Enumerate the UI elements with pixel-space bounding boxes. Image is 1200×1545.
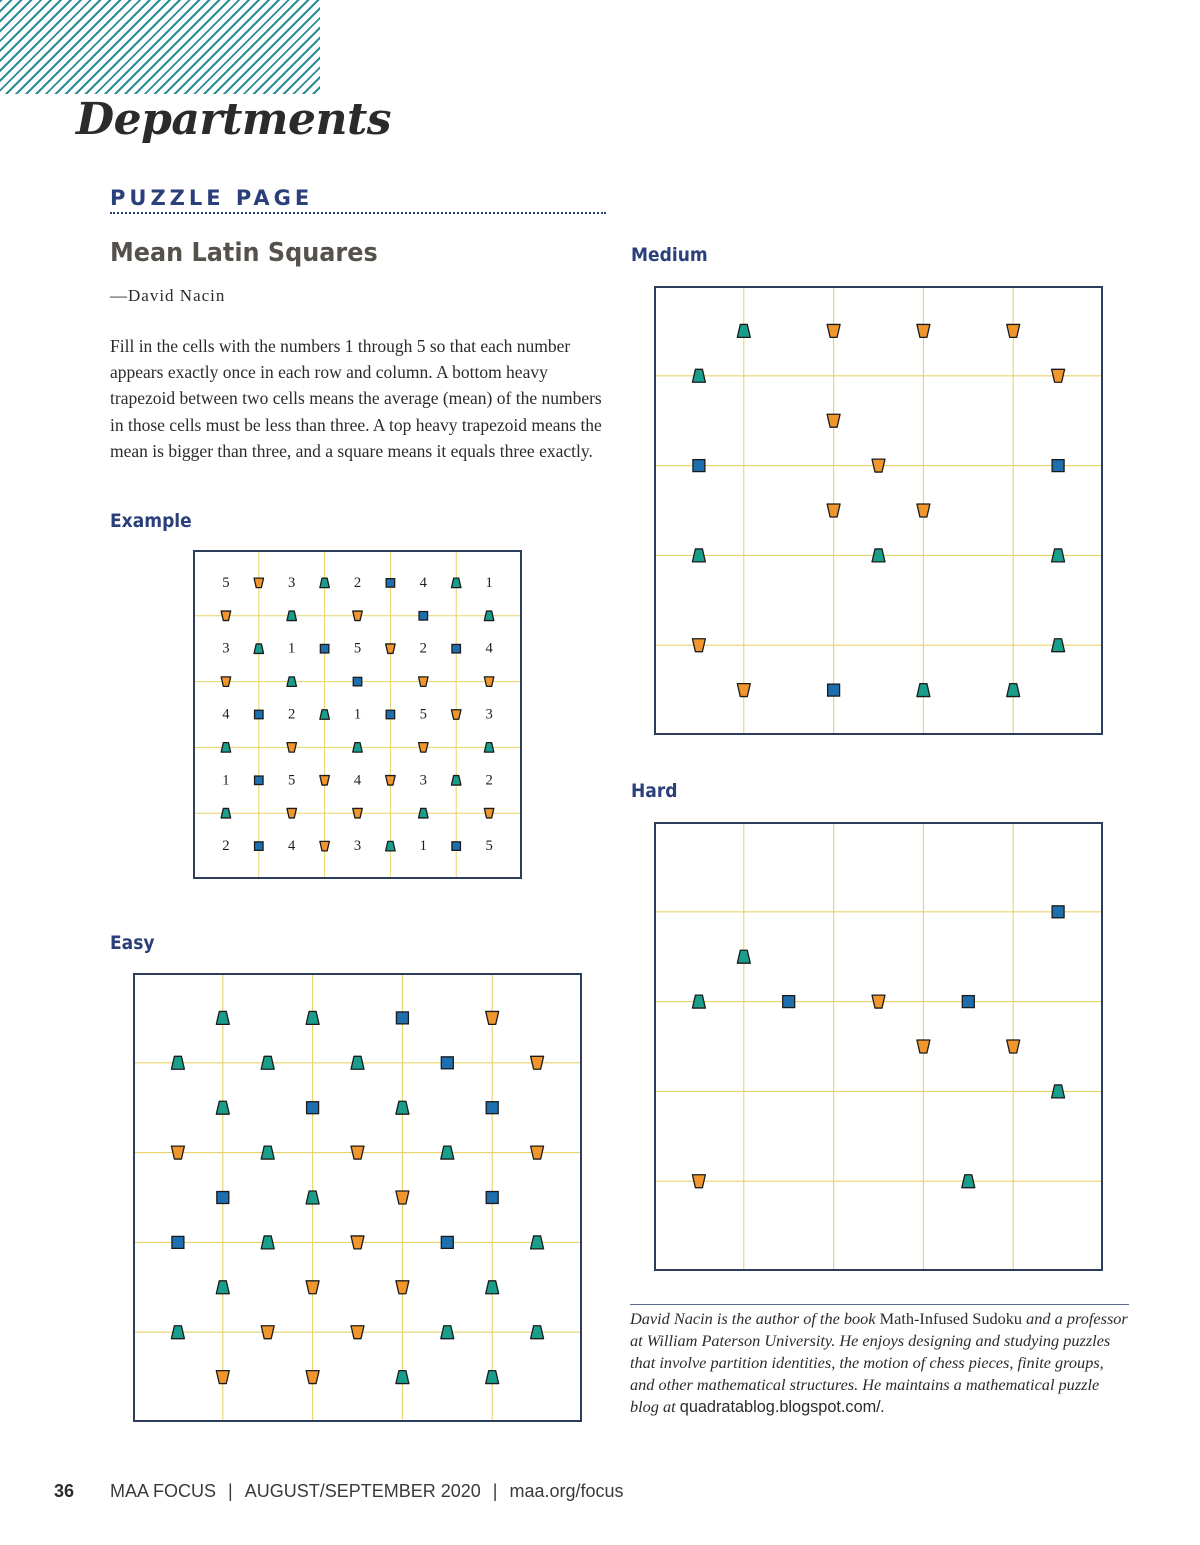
row-clue-greater-trapezoid	[486, 1281, 499, 1294]
row-clue-less-trapezoid	[396, 1191, 409, 1204]
cell-value[interactable]: 1	[485, 574, 493, 591]
column-clue-equal-square	[441, 1057, 453, 1069]
row-clue-less-trapezoid	[827, 414, 840, 427]
row-clue-greater-trapezoid	[320, 710, 330, 720]
cell-value[interactable]: 3	[288, 574, 296, 591]
row-clue-greater-trapezoid	[386, 841, 396, 851]
row-clue-less-trapezoid	[737, 684, 750, 697]
cell-value[interactable]: 4	[288, 838, 296, 855]
row-clue-less-trapezoid	[917, 504, 930, 517]
column-clue-greater-trapezoid	[1052, 549, 1065, 562]
column-clue-equal-square	[353, 677, 362, 686]
department-title: Departments	[76, 94, 392, 145]
row-clue-greater-trapezoid	[396, 1101, 409, 1114]
column-clue-less-trapezoid	[351, 1236, 364, 1249]
page-number: 36	[54, 1481, 75, 1501]
author-bio	[630, 1308, 1130, 1418]
column-clue-greater-trapezoid	[962, 1175, 975, 1188]
column-clue-greater-trapezoid	[287, 677, 297, 687]
cell-value[interactable]: 5	[419, 706, 427, 723]
row-clue-equal-square	[386, 710, 395, 719]
row-clue-greater-trapezoid	[917, 684, 930, 697]
column-clue-equal-square	[1052, 460, 1064, 472]
column-clue-greater-trapezoid	[1052, 1085, 1065, 1098]
column-clue-greater-trapezoid	[261, 1236, 274, 1249]
cell-value[interactable]: 2	[485, 772, 493, 789]
example-heading: Example	[110, 510, 192, 532]
column-clue-less-trapezoid	[531, 1146, 544, 1159]
grid-border	[134, 974, 581, 1421]
column-clue-less-trapezoid	[287, 743, 297, 753]
row-clue-equal-square	[255, 776, 264, 785]
column-clue-less-trapezoid	[419, 677, 429, 687]
column-clue-greater-trapezoid	[353, 743, 363, 753]
column-clue-equal-square	[419, 612, 428, 621]
row-clue-greater-trapezoid	[451, 776, 461, 786]
column-clue-less-trapezoid	[261, 1326, 274, 1339]
column-clue-less-trapezoid	[221, 611, 231, 621]
row-clue-greater-trapezoid	[216, 1011, 229, 1024]
cell-value[interactable]: 2	[419, 640, 427, 657]
byline: —David Nacin	[110, 286, 226, 305]
row-clue-less-trapezoid	[486, 1011, 499, 1024]
cell-value[interactable]: 3	[485, 706, 493, 723]
row-clue-less-trapezoid	[827, 504, 840, 517]
bio-text: .	[880, 1397, 885, 1416]
column-clue-greater-trapezoid	[531, 1326, 544, 1339]
row-clue-equal-square	[320, 644, 329, 653]
column-clue-greater-trapezoid	[531, 1236, 544, 1249]
website-link[interactable]: maa.org/focus	[509, 1481, 624, 1501]
row-clue-greater-trapezoid	[737, 324, 750, 337]
column-clue-equal-square	[1052, 906, 1064, 918]
column-clue-greater-trapezoid	[261, 1146, 274, 1159]
footer-divider: |	[228, 1481, 233, 1501]
column-clue-greater-trapezoid	[419, 808, 429, 818]
row-clue-less-trapezoid	[386, 776, 396, 786]
cell-value[interactable]: 1	[353, 706, 362, 723]
row-clue-equal-square	[486, 1102, 498, 1114]
decorative-stripes	[0, 0, 320, 94]
cell-value[interactable]: 3	[222, 640, 230, 657]
cell-value[interactable]: 1	[419, 838, 427, 855]
cell-value[interactable]: 5	[353, 640, 362, 657]
column-clue-less-trapezoid	[692, 639, 705, 652]
column-clue-less-trapezoid	[872, 995, 885, 1008]
column-clue-less-trapezoid	[872, 459, 885, 472]
row-clue-less-trapezoid	[306, 1371, 319, 1384]
row-clue-greater-trapezoid	[306, 1011, 319, 1024]
row-clue-equal-square	[452, 842, 461, 851]
row-clue-equal-square	[255, 710, 264, 719]
column-clue-equal-square	[172, 1236, 184, 1248]
cell-value[interactable]: 1	[288, 640, 296, 657]
cell-value[interactable]: 4	[419, 574, 427, 591]
row-clue-equal-square	[396, 1012, 408, 1024]
column-clue-greater-trapezoid	[351, 1056, 364, 1069]
row-clue-equal-square	[486, 1192, 498, 1204]
row-clue-greater-trapezoid	[396, 1371, 409, 1384]
column-clue-greater-trapezoid	[692, 549, 705, 562]
row-clue-less-trapezoid	[254, 578, 264, 588]
column-clue-greater-trapezoid	[872, 549, 885, 562]
row-clue-less-trapezoid	[917, 324, 930, 337]
row-clue-equal-square	[307, 1102, 319, 1114]
column-clue-greater-trapezoid	[441, 1326, 454, 1339]
row-clue-greater-trapezoid	[1007, 684, 1020, 697]
row-clue-greater-trapezoid	[451, 578, 461, 588]
column-clue-less-trapezoid	[171, 1146, 184, 1159]
column-clue-less-trapezoid	[1052, 369, 1065, 382]
column-clue-greater-trapezoid	[484, 611, 494, 621]
column-clue-less-trapezoid	[531, 1056, 544, 1069]
column-clue-less-trapezoid	[351, 1146, 364, 1159]
row-clue-less-trapezoid	[827, 324, 840, 337]
column-clue-greater-trapezoid	[221, 743, 231, 753]
row-clue-less-trapezoid	[306, 1281, 319, 1294]
column-clue-greater-trapezoid	[171, 1056, 184, 1069]
blog-link[interactable]: quadratablog.blogspot.com/	[679, 1398, 881, 1416]
row-clue-greater-trapezoid	[216, 1281, 229, 1294]
hard-heading: Hard	[631, 780, 678, 802]
cell-value[interactable]: 2	[222, 838, 230, 855]
row-clue-equal-square	[255, 842, 264, 851]
footer-divider: |	[492, 1481, 498, 1501]
cell-value[interactable]: 4	[485, 640, 493, 657]
column-clue-greater-trapezoid	[484, 743, 494, 753]
column-clue-greater-trapezoid	[287, 611, 297, 621]
row-clue-equal-square	[828, 684, 840, 696]
column-clue-greater-trapezoid	[692, 369, 705, 382]
column-clue-less-trapezoid	[692, 1175, 705, 1188]
row-clue-equal-square	[217, 1192, 229, 1204]
row-clue-less-trapezoid	[216, 1371, 229, 1384]
row-clue-less-trapezoid	[320, 841, 330, 851]
row-clue-greater-trapezoid	[486, 1371, 499, 1384]
column-clue-less-trapezoid	[353, 808, 363, 818]
cell-value[interactable]: 1	[222, 772, 230, 789]
cell-value[interactable]: 5	[222, 574, 230, 591]
easy-puzzle-grid	[133, 973, 582, 1422]
hard-puzzle-grid	[654, 822, 1103, 1271]
column-clue-less-trapezoid	[287, 808, 297, 818]
column-clue-greater-trapezoid	[221, 808, 231, 818]
cell-value[interactable]: 3	[419, 772, 427, 789]
issue-date: AUGUST/SEPTEMBER 2020	[244, 1481, 481, 1501]
row-clue-less-trapezoid	[451, 710, 461, 720]
column-clue-greater-trapezoid	[1052, 639, 1065, 652]
cell-value[interactable]: 3	[353, 838, 362, 855]
column-clue-greater-trapezoid	[261, 1056, 274, 1069]
example-puzzle-grid	[193, 550, 522, 879]
row-clue-less-trapezoid	[386, 644, 396, 654]
cell-value[interactable]: 2	[353, 574, 362, 591]
magazine-name: MAA FOCUS	[110, 1481, 217, 1501]
row-clue-greater-trapezoid	[737, 950, 750, 963]
column-clue-equal-square	[441, 1236, 453, 1248]
column-clue-less-trapezoid	[353, 611, 363, 621]
column-clue-less-trapezoid	[484, 677, 494, 687]
cell-value[interactable]: 4	[222, 706, 230, 723]
row-clue-equal-square	[386, 579, 395, 588]
column-clue-less-trapezoid	[351, 1326, 364, 1339]
cell-value[interactable]: 4	[353, 772, 362, 789]
row-clue-less-trapezoid	[1007, 1040, 1020, 1053]
row-clue-greater-trapezoid	[320, 578, 330, 588]
page-footer	[54, 1481, 624, 1502]
row-clue-less-trapezoid	[396, 1281, 409, 1294]
column-clue-greater-trapezoid	[692, 995, 705, 1008]
section-label: PUZZLE PAGE	[110, 186, 606, 214]
medium-puzzle-grid	[654, 286, 1103, 735]
column-clue-equal-square	[693, 460, 705, 472]
medium-heading: Medium	[631, 244, 708, 266]
book-title: Math-Infused Sudoku	[879, 1309, 1023, 1328]
row-clue-less-trapezoid	[917, 1040, 930, 1053]
row-clue-less-trapezoid	[320, 776, 330, 786]
bio-text: and a professor at William Paterson University. He enjoys designing and studying puzzles that involve partition identities, the motion of chess pieces, finite groups, and other mathematical structures. He maintains a mathematical puzzle blog at	[630, 1309, 1128, 1416]
column-clue-less-trapezoid	[419, 743, 429, 753]
easy-heading: Easy	[110, 932, 155, 954]
cell-value[interactable]: 5	[485, 838, 493, 855]
column-clue-equal-square	[962, 996, 974, 1008]
bio-text: David Nacin is the author of the book	[630, 1309, 880, 1328]
row-clue-greater-trapezoid	[254, 644, 264, 654]
row-clue-less-trapezoid	[1007, 324, 1020, 337]
cell-value[interactable]: 2	[288, 706, 296, 723]
row-clue-equal-square	[452, 644, 461, 653]
instructions-paragraph: Fill in the cells with the numbers 1 through 5 so that each number appears exactly once in each row and column. A bottom heavy trapezoid between two cells means the average (mean) of the numbers in those cells must be less than three. A top heavy trapezoid means the mean is bigger than three, and a square means it equals three exactly.	[110, 336, 602, 461]
row-clue-greater-trapezoid	[216, 1101, 229, 1114]
column-clue-equal-square	[783, 996, 795, 1008]
bio-divider	[630, 1304, 1129, 1305]
row-clue-greater-trapezoid	[306, 1191, 319, 1204]
column-clue-less-trapezoid	[484, 808, 494, 818]
column-clue-less-trapezoid	[221, 677, 231, 687]
grid-border	[655, 823, 1102, 1270]
grid-border	[655, 287, 1102, 734]
cell-value[interactable]: 5	[288, 772, 296, 789]
article-title: Mean Latin Squares	[110, 238, 378, 268]
column-clue-greater-trapezoid	[171, 1326, 184, 1339]
column-clue-greater-trapezoid	[441, 1146, 454, 1159]
